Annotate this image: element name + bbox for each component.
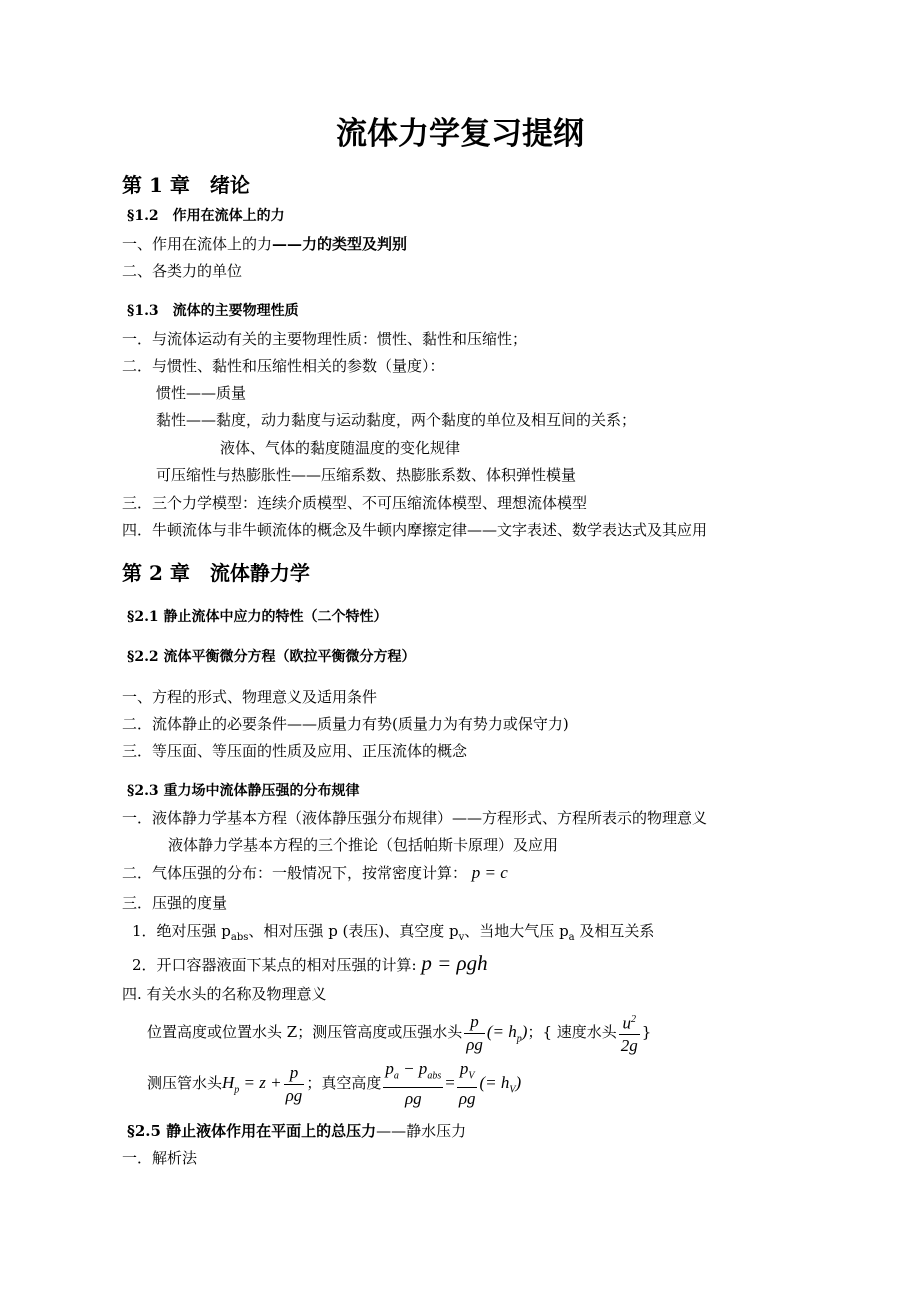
section-1-2-heading: §1.2 作用在流体上的力 bbox=[127, 208, 285, 224]
pressure-head-hp: (= $h_p$) bbox=[486, 1022, 528, 1045]
s13-sub-1: 惯性——质量 bbox=[156, 384, 247, 402]
s23-item-2-text: 二．气体压强的分布：一般情况下，按常密度计算： bbox=[122, 864, 468, 882]
s23-item-4: 四. 有关水头的名称及物理意义 bbox=[122, 985, 327, 1003]
s23-item-3-1-b: 、相对压强 p (表压)、真空度 p bbox=[248, 922, 459, 940]
s13-item-2: 二．与惯性、黏性和压缩性相关的参数（量度）： bbox=[122, 357, 445, 375]
section-2-5-heading-b: ——静水压力 bbox=[376, 1122, 467, 1140]
section-2-3-heading: §2.3 重力场中流体静压强的分布规律 bbox=[127, 783, 360, 799]
s25-item-1: 一．解析法 bbox=[122, 1149, 198, 1167]
vacuum-height-fraction: $\frac{p_a - p_{abs}}{\rho g}$ bbox=[385, 1059, 442, 1109]
piezometric-head-fraction: $\frac{p}{\rho g}$ bbox=[285, 1062, 303, 1105]
section-2-5-heading-a: §2.5 静止液体作用在平面上的总压力 bbox=[127, 1122, 377, 1140]
section-2-2-heading: §2.2 流体平衡微分方程（欧拉平衡微分方程） bbox=[127, 649, 416, 665]
vacuum-height-hv: (= $h_V$) bbox=[479, 1073, 522, 1096]
head-line-2-b: ；真空高度 bbox=[306, 1074, 382, 1093]
s23-item-2 bbox=[122, 863, 508, 883]
s23-item-1-sub: 液体静力学基本方程的三个推论（包括帕斯卡原理）及应用 bbox=[168, 836, 559, 854]
sub-abs: abs bbox=[230, 932, 249, 943]
s12-item-1 bbox=[122, 234, 407, 254]
chapter-2-heading: 第 2 章 流体静力学 bbox=[122, 561, 310, 585]
section-2-5-heading bbox=[127, 1121, 466, 1141]
pressure-head-fraction: $\frac{p}{\rho g}$ bbox=[466, 1011, 483, 1054]
s23-item-3-2-text: 2．开口容器液面下某点的相对压强的计算: bbox=[132, 956, 417, 974]
sub-a: a bbox=[568, 932, 575, 943]
s13-item-1: 一．与流体运动有关的主要物理性质：惯性、黏性和压缩性； bbox=[122, 330, 528, 348]
head-line-2-a: 测压管水头 bbox=[147, 1074, 223, 1093]
piezometric-head-symbol: $H_p = z$ + bbox=[222, 1073, 282, 1096]
s13-sub-4: 可压缩性与热膨胀性——压缩系数、热膨胀系数、体积弹性模量 bbox=[156, 466, 577, 484]
s22-item-1: 一、方程的形式、物理意义及适用条件 bbox=[122, 688, 378, 706]
head-line-1-a: 位置高度或位置水头 Z；测压管高度或压强水头 bbox=[147, 1023, 463, 1041]
s23-item-3-1 bbox=[132, 921, 654, 948]
velocity-head-fraction: $\frac{u^2}{2g}$ bbox=[619, 1009, 640, 1058]
s23-item-3-1-a: 1．绝对压强 p bbox=[132, 922, 231, 940]
s23-item-3-1-d: 及相互关系 bbox=[574, 922, 655, 940]
s23-item-1: 一．液体静力学基本方程（液体静压强分布规律）——方程形式、方程所表示的物理意义 bbox=[122, 809, 708, 827]
s23-item-3-2 bbox=[132, 951, 488, 977]
vacuum-height-fraction-2: $\frac{p_V}{\rho g}$ bbox=[458, 1059, 476, 1109]
section-1-3-heading: §1.3 流体的主要物理性质 bbox=[127, 303, 299, 319]
s13-item-3: 三．三个力学模型：连续介质模型、不可压缩流体模型、理想流体模型 bbox=[122, 494, 588, 512]
s13-sub-3: 液体、气体的黏度随温度的变化规律 bbox=[220, 439, 461, 457]
s22-item-3: 三．等压面、等压面的性质及应用、正压流体的概念 bbox=[122, 742, 468, 760]
s12-item-1-text: 一、作用在流体上的力 bbox=[122, 235, 273, 253]
head-line-1 bbox=[147, 1008, 651, 1056]
chapter-1-heading: 第 1 章 绪论 bbox=[122, 173, 250, 197]
s22-item-2: 二．流体静止的必要条件——质量力有势(质量力为有势力或保守力) bbox=[122, 715, 569, 733]
s12-item-1-emphasis: ——力的类型及判别 bbox=[272, 235, 408, 253]
s23-item-3-1-c: 、当地大气压 p bbox=[464, 922, 569, 940]
s13-sub-2: 黏性——黏度，动力黏度与运动黏度，两个黏度的单位及相互间的关系； bbox=[156, 411, 637, 429]
head-line-1-c: } bbox=[641, 1023, 652, 1041]
section-2-1-heading: §2.1 静止流体中应力的特性（二个特性） bbox=[127, 609, 388, 625]
head-line-2 bbox=[147, 1058, 522, 1109]
s12-item-2: 二、各类力的单位 bbox=[122, 262, 243, 280]
sub-v: v bbox=[458, 932, 465, 943]
head-line-1-b: ；{ 速度水头 bbox=[527, 1023, 617, 1041]
equals-sign: = bbox=[445, 1073, 455, 1093]
s13-item-4: 四．牛顿流体与非牛顿流体的概念及牛顿内摩擦定律——文字表述、数学表达式及其应用 bbox=[122, 521, 708, 539]
formula-p-rho-g-h: p = ρgh bbox=[421, 951, 488, 975]
s23-item-3: 三．压强的度量 bbox=[122, 894, 228, 912]
formula-p-equals-c: p = c bbox=[471, 863, 508, 882]
document-title: 流体力学复习提纲 bbox=[336, 116, 584, 152]
